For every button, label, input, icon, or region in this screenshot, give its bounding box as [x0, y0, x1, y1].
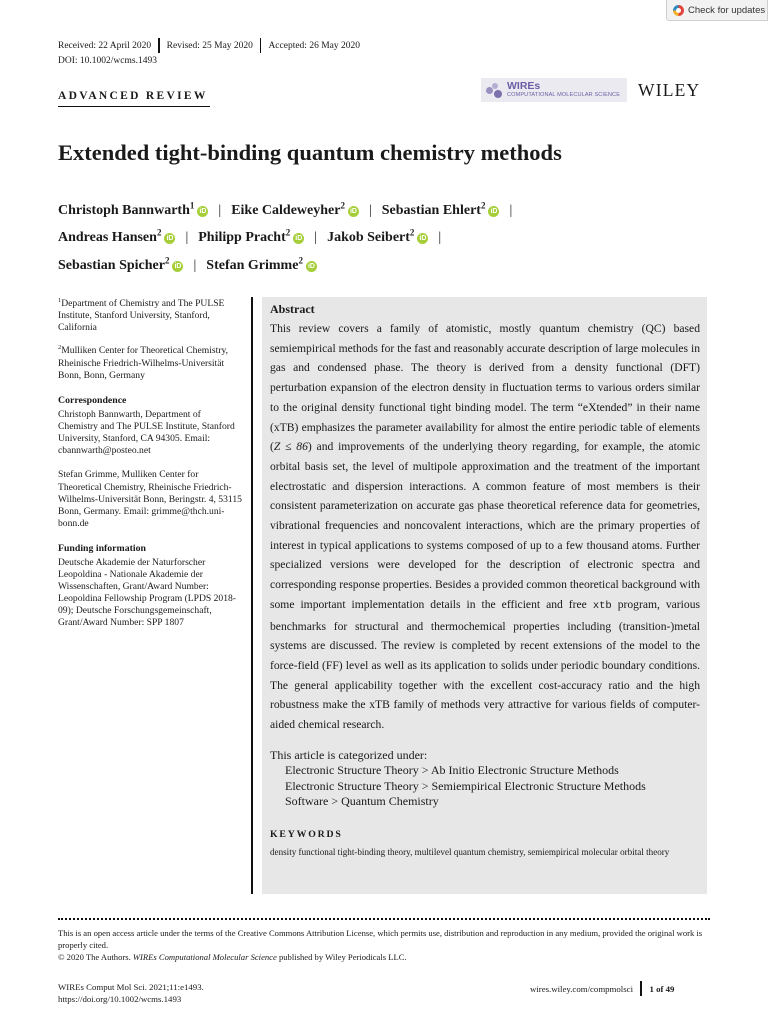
categories-intro: This article is categorized under: [270, 747, 428, 762]
copyright-line: © 2020 The Authors. WIREs Computational Molecular Science published by Wiley Periodicals LLC. [58, 952, 407, 963]
author-separator: | [368, 202, 372, 218]
keywords-text: density functional tight-binding theory, multilevel quantum chemistry, semiempirical molecular orbital theory [270, 846, 670, 857]
license-text: This is an open access article under the terms of the Creative Commons Attribution License, which permits use, distribution and reproduction in any medium, provided the original work is properly cited. [58, 928, 703, 951]
footer-citation [58, 981, 204, 1006]
article-type-underline [58, 106, 210, 107]
funding-text: Deutsche Akademie der Naturforscher Leopoldina - Nationale Akademie der Wissenschaften, Grant/Award Number: Leopoldina Fellowship Program (LPDS 2018-09); Deutsche Forschungsgemeinschaft, Grant/Award Number: SPP 1807 [58, 556, 237, 629]
author: Andreas Hansen$^2$iD [58, 227, 174, 246]
orcid-icon[interactable]: iD [490, 207, 498, 215]
date-divider [260, 38, 262, 53]
author: Sebastian Spicher$^2$iD [58, 255, 182, 273]
categories [270, 748, 700, 810]
author: Jakob Seibert$^2$iD [327, 227, 427, 246]
check-for-updates-button[interactable] [666, 0, 768, 21]
journal-site-link[interactable]: wires.wiley.com/compmolsci [530, 983, 634, 994]
category-item: Software > Quantum Chemistry [285, 794, 439, 809]
orcid-icon[interactable]: iD [349, 207, 357, 215]
orcid-icon[interactable]: iD [307, 262, 315, 270]
correspondence-heading: Correspondence [58, 394, 127, 406]
author-separator: | [314, 230, 318, 246]
author: Stefan Grimme$^2$iD [206, 255, 315, 273]
accepted-date: Accepted: 26 May 2020 [268, 40, 360, 51]
orcid-icon[interactable]: iD [174, 262, 182, 270]
author-info-column [58, 295, 243, 638]
author: Christoph Bannwarth$^1$iD [58, 200, 207, 218]
orcid-icon[interactable]: iD [166, 235, 174, 243]
footer-divider [640, 981, 642, 996]
funding-heading: Funding information [58, 542, 146, 554]
crossmark-icon [673, 5, 684, 16]
affiliation: $^1$Department of Chemistry and The PULSE Institute, Stanford University, Stanford, California [58, 297, 225, 334]
category-item: Electronic Structure Theory > Ab Initio Electronic Structure Methods [285, 763, 619, 778]
author: Eike Caldeweyher$^2$iD [231, 200, 357, 218]
article-type-label: ADVANCED REVIEW [58, 90, 208, 102]
author: Philipp Pracht$^2$iD [198, 227, 303, 246]
revised-date: Revised: 25 May 2020 [166, 40, 253, 51]
author-separator: | [193, 257, 197, 273]
program-name: xtb [592, 599, 612, 612]
author-separator: | [509, 202, 513, 218]
abstract-box [262, 297, 707, 894]
doi-link[interactable]: https://doi.org/10.1002/wcms.1493 [58, 994, 182, 1005]
license-divider [58, 918, 710, 920]
correspondence-entry: Stefan Grimme, Mulliken Center for Theoretical Chemistry, Rheinische Friedrich-Wilhelms-Universität Bonn, Beringstr. 4, 53115 Bonn, Germany. Email: grimme@thch.uni-bonn.de [58, 469, 242, 529]
journal-logo [481, 78, 627, 102]
article-title: Extended tight-binding quantum chemistry methods [58, 140, 562, 165]
author-separator: | [185, 230, 189, 246]
author-separator: | [438, 230, 442, 246]
license-notice [58, 927, 710, 964]
abstract-text: This review covers a family of atomistic, mostly quantum chemistry (QC) based semiempirical methods for the fast and reasonably accurate description of large molecules in gas and condensed phase. The theory is derived from a density functional (DFT) perturbation expansion of the electron density in fluctuation terms to various orders similar to the original density functional tight binding model. The term “eXtended” in their name (xTB) emphasizes the parameter availability for almost the entire periodic table of elements (Z ≤ 86) and improvements of the underlying theory regarding, for example, the atomic orbital basis set, the level of multipole approximation and the treatment of the important electrostatic and dispersion interactions. A common feature of most members is their consistent parameterization on accurate gas phase theoretical reference data for geometries, vibrational frequencies and noncovalent interactions, which are the primary properties of interest in typical applications to systems composed of up to a few thousand atoms. Further specialized versions were developed for the description of electronic spectra and corresponding response properties. Besides a provided common theoretical background with some important implementation details in the efficient and free xtb program, various benchmarks for structural and thermochemical properties including (transition-)metal systems are discussed. The review is completed by recent extensions of the model to the force-field (FF) level as well as its application to solids under periodic boundary conditions. The general applicability together with the excellent cost-accuracy ratio and the high robustness make the xTB family of methods very attractive for various fields of computer-aided chemical research. [270, 322, 700, 732]
keywords-heading: KEYWORDS [270, 828, 343, 840]
orcid-icon[interactable]: iD [295, 235, 303, 243]
received-date: Received: 22 April 2020 [58, 40, 152, 51]
publication-dates [58, 38, 360, 53]
affiliation: $^2$Mulliken Center for Theoretical Chemistry, Rheinische Friedrich-Wilhelms-Universität Bonn, Bonn, Germany [58, 344, 229, 381]
publisher-logo: WILEY [638, 80, 701, 100]
citation-text: WIREs Comput Mol Sci. 2021;11:e1493. [58, 982, 204, 992]
wires-logo-icon [485, 81, 503, 99]
author-separator: | [218, 202, 222, 218]
author-list [58, 194, 688, 277]
page-number: 1 of 49 [649, 983, 675, 994]
abstract-divider [251, 297, 253, 894]
orcid-icon[interactable]: iD [419, 235, 427, 243]
category-item: Electronic Structure Theory > Semiempirical Electronic Structure Methods [285, 778, 646, 793]
author: Sebastian Ehlert$^2$iD [381, 200, 498, 218]
doi-line: DOI: 10.1002/wcms.1493 [58, 56, 157, 66]
journal-logo-name: WIREs [507, 79, 541, 92]
footer-right [530, 981, 674, 996]
orcid-icon[interactable]: iD [199, 207, 207, 215]
journal-logo-subtitle: COMPUTATIONAL MOLECULAR SCIENCE [507, 92, 621, 99]
abstract-heading: Abstract [270, 302, 315, 316]
correspondence-entry: Christoph Bannwarth, Department of Chemistry and The PULSE Institute, Stanford University, Stanford, CA 94305. Email: cbannwarth@posteo.net [58, 409, 235, 457]
date-divider [158, 38, 160, 53]
check-for-updates-label: Check for updates [688, 4, 766, 16]
